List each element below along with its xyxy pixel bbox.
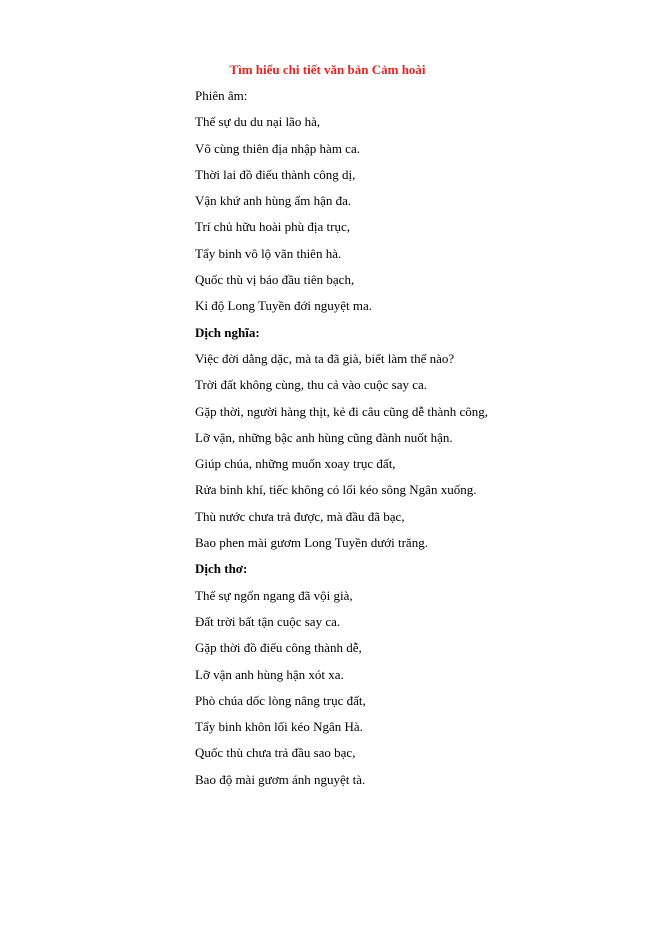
section-heading: Dịch thơ:	[195, 561, 248, 577]
text-line: Gặp thời đồ điếu công thành dễ,	[195, 640, 362, 656]
text-line: Quốc thù vị báo đầu tiên bạch,	[195, 272, 355, 288]
text-line: Lỡ vận, những bậc anh hùng cũng đành nuốt hận.	[195, 429, 453, 445]
text-line: Đất trời bất tận cuộc say ca.	[195, 613, 341, 629]
document-title: Tìm hiểu chi tiết văn bản Cảm hoài	[229, 62, 426, 77]
text-line: Việc đời dằng dặc, mà ta đã già, biết làm thế nào?	[195, 350, 455, 366]
text-line: Quốc thù chưa trả đầu sao bạc,	[195, 745, 356, 761]
text-line: Kỉ độ Long Tuyền đới nguyệt ma.	[195, 298, 372, 314]
text-line: Phò chúa dốc lòng nâng trục đất,	[195, 692, 366, 708]
document-body	[195, 88, 635, 798]
text-line: Vô cùng thiên địa nhập hàm ca.	[195, 140, 360, 156]
text-line: Thời lai đồ điếu thành công dị,	[195, 166, 356, 182]
text-line: Gặp thời, người hàng thịt, kẻ đi câu cũng dễ thành công,	[195, 403, 489, 419]
text-line: Bao độ mài gươm ánh nguyệt tà.	[195, 771, 366, 787]
text-line: Trí chủ hữu hoài phù địa trục,	[195, 219, 350, 235]
text-line: Bao phen mài gươm Long Tuyền dưới trăng.	[195, 535, 428, 551]
text-line: Rửa binh khí, tiếc không có lối kéo sông Ngân xuống.	[195, 482, 477, 498]
text-line: Tẩy binh khôn lối kéo Ngân Hà.	[195, 719, 363, 735]
text-line: Phiên âm:	[195, 88, 248, 103]
text-line: Thế sự ngổn ngang đã vội già,	[195, 587, 353, 603]
section-heading: Dịch nghĩa:	[195, 324, 260, 340]
text-line: Trời đất không cùng, thu cả vào cuộc say ca.	[195, 377, 428, 393]
text-line: Vận khứ anh hùng ẩm hận đa.	[195, 193, 352, 209]
text-line: Thế sự du du nại lão hà,	[195, 114, 321, 130]
text-line: Lỡ vận anh hùng hận xót xa.	[195, 666, 344, 682]
text-line: Thù nước chưa trả được, mà đầu đã bạc,	[195, 508, 405, 524]
text-line: Tẩy binh vô lộ vãn thiên hà.	[195, 245, 342, 261]
text-line: Giúp chúa, những muốn xoay trục đất,	[195, 456, 396, 472]
